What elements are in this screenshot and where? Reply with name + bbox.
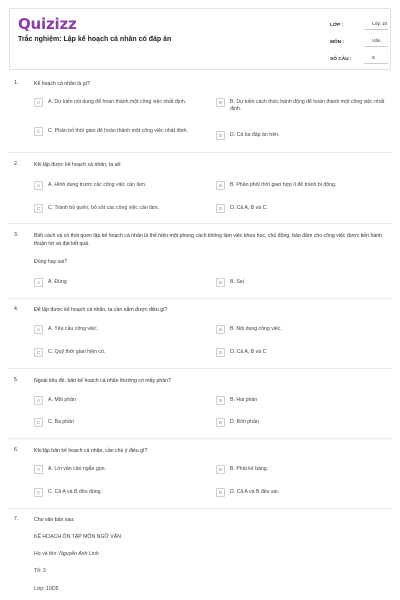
meta-row-subject bbox=[330, 34, 388, 51]
meta-row-class bbox=[330, 17, 388, 34]
option-d[interactable] bbox=[216, 488, 386, 497]
option-text: A. Lời văn cần ngắn gọn. bbox=[48, 466, 106, 472]
option-b[interactable] bbox=[216, 181, 386, 190]
option-text: B. Dự kiến cách thức hành động để hoàn thành một công việc nhất định. bbox=[230, 99, 385, 112]
option-letter-box[interactable]: C bbox=[34, 348, 43, 357]
option-letter-box[interactable]: D bbox=[216, 348, 225, 357]
name-value: Nguyễn Anh Linh bbox=[59, 551, 99, 557]
divider bbox=[8, 152, 392, 153]
option-d[interactable] bbox=[216, 348, 386, 357]
question-text: Biết cách và có thói quen lập kế hoạch cá nhân là thể hiện một phong cách không làm việc khoa học, chủ động, bảo đảm cho công việc được tiến hành thuận lợi và đạt kết quả. bbox=[34, 233, 383, 247]
option-a[interactable] bbox=[34, 181, 212, 190]
option-b[interactable] bbox=[216, 465, 386, 474]
meta-value: Văn bbox=[364, 39, 388, 47]
option-letter-box[interactable]: C bbox=[34, 127, 43, 136]
meta-label: LỚP : bbox=[330, 23, 344, 28]
option-b[interactable] bbox=[216, 98, 386, 113]
option-text: C. Quỹ thời gian hiện có. bbox=[48, 349, 106, 355]
quizizz-logo[interactable]: Quizizz bbox=[18, 15, 77, 33]
option-letter-box[interactable]: A bbox=[34, 98, 43, 107]
option-text: A. Đúng bbox=[48, 279, 67, 285]
question-number: 1. bbox=[14, 80, 19, 86]
name-label: Họ và tên: bbox=[34, 551, 60, 557]
question-text: Khi lập được kế hoạch cá nhân, ta sẽ: bbox=[34, 162, 122, 168]
option-c[interactable] bbox=[34, 488, 212, 497]
option-letter-box[interactable]: A bbox=[34, 396, 43, 405]
option-c[interactable] bbox=[34, 127, 212, 136]
question-subtext: Đúng hay sai? bbox=[34, 259, 68, 265]
option-text: D. Cả A, B và C. bbox=[230, 205, 268, 211]
option-letter-box[interactable]: C bbox=[34, 418, 43, 427]
passage-heading: KẾ HOẠCH ÔN TẬP MÔN NGỮ VĂN bbox=[34, 534, 121, 540]
option-text: A. Hình dung trước các công việc cần làm. bbox=[48, 182, 147, 188]
option-letter-box[interactable]: A bbox=[34, 465, 43, 474]
option-a[interactable] bbox=[34, 465, 212, 474]
option-d[interactable] bbox=[216, 418, 386, 427]
option-b[interactable] bbox=[216, 396, 386, 405]
question-number: 2. bbox=[14, 161, 19, 167]
option-text: C. Tránh bỏ quên, bỏ sót các công việc cần làm. bbox=[48, 205, 160, 211]
question-text: Kế hoạch cá nhân là gì? bbox=[34, 81, 90, 87]
meta-label: MÔN : bbox=[330, 40, 345, 45]
option-text: D. Cả A, B và C bbox=[230, 349, 267, 355]
divider bbox=[8, 298, 392, 299]
passage-name-line bbox=[34, 551, 99, 557]
divider bbox=[8, 368, 392, 369]
option-text: C. Phân bố thời gian để hoàn thành một công việc nhất định. bbox=[48, 128, 188, 134]
option-letter-box[interactable]: D bbox=[216, 204, 225, 213]
question-number: 5. bbox=[14, 377, 19, 383]
option-letter-box[interactable]: D bbox=[216, 131, 225, 140]
option-text: B. Hai phần bbox=[230, 397, 258, 403]
option-a[interactable] bbox=[34, 98, 212, 107]
option-text: B. Nội dung công việc. bbox=[230, 326, 282, 332]
option-b[interactable] bbox=[216, 325, 386, 334]
option-c[interactable] bbox=[34, 418, 212, 427]
question-text: Khi lập bản kế hoạch cá nhân, cần chú ý điều gì? bbox=[34, 448, 148, 454]
option-b[interactable] bbox=[216, 278, 386, 287]
option-c[interactable] bbox=[34, 204, 212, 213]
question-text: Để lập được kế hoạch cá nhân, ta cần nắm được điều gì? bbox=[34, 307, 168, 313]
divider bbox=[8, 508, 392, 509]
option-letter-box[interactable]: B bbox=[216, 98, 225, 107]
option-text: D. Bốn phần bbox=[230, 419, 259, 425]
passage-group-line: Tổ: 3 bbox=[34, 568, 46, 574]
option-text: A. Một phần bbox=[48, 397, 76, 403]
option-text: B. Phải kẻ bảng. bbox=[230, 466, 269, 472]
meta-row-count bbox=[330, 51, 388, 68]
divider bbox=[8, 223, 392, 224]
option-text: A. Yêu cầu công việc. bbox=[48, 326, 99, 332]
option-letter-box[interactable]: B bbox=[216, 396, 225, 405]
option-letter-box[interactable]: D bbox=[216, 418, 225, 427]
question-text: Ngoài tiêu đề, bản kế hoạch cá nhân thường có mấy phần? bbox=[34, 378, 171, 384]
option-a[interactable] bbox=[34, 278, 212, 287]
option-letter-box[interactable]: B bbox=[216, 465, 225, 474]
meta-label: SỐ CÂU : bbox=[330, 57, 352, 62]
option-text: B. Sai bbox=[230, 279, 244, 285]
option-text: C. Cả A và B đều đúng. bbox=[48, 489, 102, 495]
option-letter-box[interactable]: C bbox=[34, 488, 43, 497]
option-d[interactable] bbox=[216, 131, 386, 140]
option-text: D. Cả A và B đều sai. bbox=[230, 489, 280, 495]
option-letter-box[interactable]: D bbox=[216, 488, 225, 497]
option-letter-box[interactable]: B bbox=[216, 181, 225, 190]
option-c[interactable] bbox=[34, 348, 212, 357]
meta-value: 8 bbox=[364, 56, 388, 64]
option-d[interactable] bbox=[216, 204, 386, 213]
option-text: A. Dự kiến nội dung để hoàn thành một công việc nhất định. bbox=[48, 99, 187, 105]
option-letter-box[interactable]: B bbox=[216, 325, 225, 334]
meta-info bbox=[330, 17, 388, 68]
option-text: B. Phân phối thời gian hợp lí để tránh bị động. bbox=[230, 182, 337, 188]
option-letter-box[interactable]: B bbox=[216, 278, 225, 287]
question-number: 3. bbox=[14, 232, 19, 238]
option-letter-box[interactable]: A bbox=[34, 181, 43, 190]
option-a[interactable] bbox=[34, 396, 212, 405]
option-text: C. Ba phần bbox=[48, 419, 74, 425]
question-number: 6. bbox=[14, 447, 19, 453]
worksheet-header bbox=[9, 8, 391, 70]
option-text: D. Cả ba đáp án trên. bbox=[230, 132, 280, 138]
option-letter-box[interactable]: C bbox=[34, 204, 43, 213]
option-a[interactable] bbox=[34, 325, 212, 334]
meta-value: Lớp 10 bbox=[364, 22, 388, 30]
question-number: 7. bbox=[14, 516, 19, 522]
passage-class-line: Lớp: 10D5 bbox=[34, 586, 59, 592]
question-number: 4. bbox=[14, 306, 19, 312]
option-letter-box[interactable]: A bbox=[34, 325, 43, 334]
divider bbox=[8, 438, 392, 439]
question-text: Cho văn bản sau: bbox=[34, 517, 75, 523]
worksheet-title: Trắc nghiệm: Lập kế hoạch cá nhân có đáp án bbox=[18, 36, 172, 43]
option-letter-box[interactable]: A bbox=[34, 278, 43, 287]
